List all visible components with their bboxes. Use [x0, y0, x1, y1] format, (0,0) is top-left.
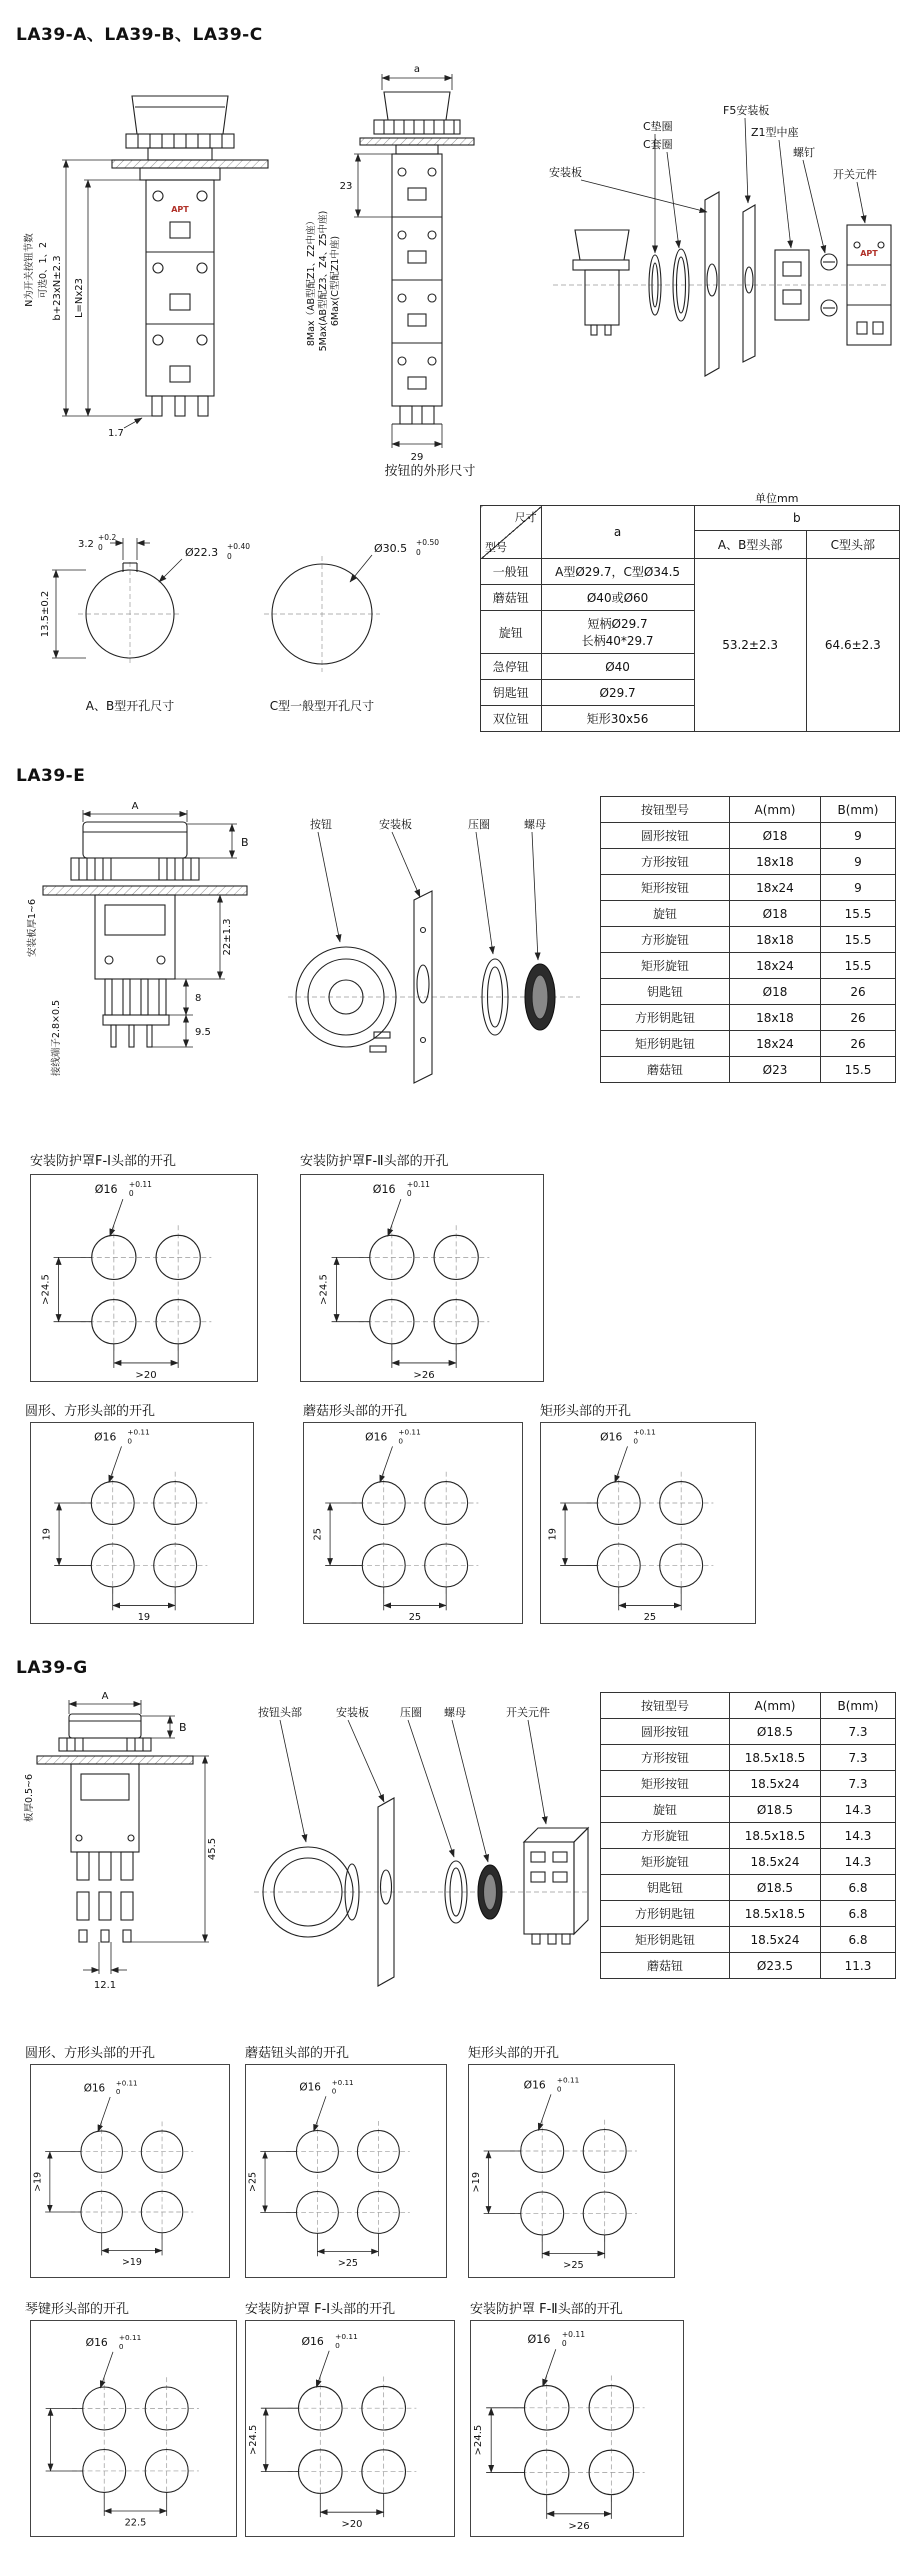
- label-pressure-ring: 压圈: [468, 818, 490, 831]
- cell-a: Ø18: [730, 901, 821, 927]
- diameter-c-label: Ø30.5: [374, 542, 408, 555]
- cell-a: Ø29.7: [541, 680, 694, 706]
- hole-diameter-label: Ø16: [523, 2078, 546, 2092]
- cell-model: 方形旋钮: [601, 927, 730, 953]
- pushbutton-side-outline: [360, 92, 474, 424]
- hole-diameter-label: Ø16: [94, 1183, 118, 1197]
- hole-tol-upper: +0.11: [556, 2075, 580, 2085]
- hole-tol-upper: +0.11: [331, 2077, 354, 2087]
- horizontal-spacing-label: >25: [563, 2260, 584, 2272]
- cell-model: 一般钮: [481, 559, 542, 585]
- table-row: [601, 875, 896, 901]
- table-row: [601, 1901, 896, 1927]
- cell-b: 15.5: [821, 927, 896, 953]
- hole-caption-f1: 安装防护罩 F-Ⅰ头部的开孔: [245, 2302, 396, 2317]
- vertical-spacing-label: >19: [32, 2171, 44, 2192]
- cell-model: 钥匙钮: [601, 1875, 730, 1901]
- dim-b-label: b+23xN±2.3: [52, 255, 63, 321]
- terminal-note: 接线端子2.8×0.5: [51, 999, 62, 1077]
- dim-a-label: a: [413, 64, 421, 75]
- dim-height-label: 45.5: [207, 1837, 218, 1861]
- la39-e-exploded-view: [282, 812, 587, 1127]
- leader-lines: [581, 118, 865, 253]
- cell-model: 双位钮: [481, 706, 542, 732]
- cell-b: 14.3: [821, 1823, 896, 1849]
- label-c-ring: C套圈: [643, 138, 673, 151]
- cell-a-line2: 长柄40*29.7: [581, 634, 654, 648]
- cell-a: 18.5x18.5: [730, 1823, 821, 1849]
- plate-thickness-note: 安装板厚1~6: [27, 898, 38, 958]
- hole-caption-f2: 安装防护罩F-Ⅱ头部的开孔: [300, 1154, 449, 1169]
- label-c-washer: C垫圈: [643, 120, 673, 133]
- cell-model: 矩形钥匙钮: [601, 1927, 730, 1953]
- header-b: b: [694, 506, 899, 531]
- cell-model: 钥匙钮: [481, 680, 542, 706]
- table-header-row: [601, 797, 896, 823]
- horizontal-spacing-label: 22.5: [124, 2517, 147, 2529]
- cell-a: Ø18.5: [730, 1719, 821, 1745]
- cell-b-c: 64.6±2.3: [806, 559, 899, 732]
- la39-g-dimension-table: [600, 1692, 896, 1979]
- header-a: a: [541, 506, 694, 559]
- label-pressure-ring: 压圈: [400, 1706, 422, 1719]
- cell-a: [541, 611, 694, 654]
- table-row: [601, 1875, 896, 1901]
- hole-tol-lower: 0: [115, 2087, 121, 2097]
- cell-a: 18.5x24: [730, 1849, 821, 1875]
- hole-diagram-e-f1: [30, 1174, 258, 1382]
- table-row: [601, 1953, 896, 1979]
- table-row: [601, 1771, 896, 1797]
- dim-block-pitch-label: 23: [339, 181, 353, 192]
- cell-a: Ø40或Ø60: [541, 585, 694, 611]
- cell-a: 矩形30x56: [541, 706, 694, 732]
- table-row: [481, 559, 900, 585]
- hole-diameter-label: Ø16: [299, 2081, 321, 2094]
- cell-b: 7.3: [821, 1719, 896, 1745]
- hole-caption-round-square: 圆形、方形头部的开孔: [25, 1404, 156, 1419]
- table-row: [601, 1005, 896, 1031]
- leader-lines: [280, 1720, 546, 1862]
- centerlines: [78, 556, 380, 672]
- hole-diagram-g-round-square: [30, 2064, 230, 2278]
- header-a: A(mm): [730, 1693, 821, 1719]
- hole-diameter-label: Ø16: [600, 1430, 623, 1444]
- cell-model: 钥匙钮: [601, 979, 730, 1005]
- cell-b: 6.8: [821, 1927, 896, 1953]
- hole-caption-mushroom: 蘑菇钮头部的开孔: [245, 2046, 350, 2061]
- cell-model: 蘑菇钮: [601, 1057, 730, 1083]
- table-row: [601, 953, 896, 979]
- table-row: [601, 1719, 896, 1745]
- dimension-lines: [83, 810, 237, 1047]
- cell-model: 圆形按钮: [601, 823, 730, 849]
- cell-b: 26: [821, 979, 896, 1005]
- leader-lines: [318, 832, 538, 960]
- cutout-c-caption: C型一般型开孔尺寸: [269, 699, 375, 713]
- cell-a: 18x18: [730, 849, 821, 875]
- label-nut: 螺母: [444, 1706, 466, 1719]
- label-nut: 螺母: [524, 818, 546, 831]
- horizontal-spacing-label: 19: [137, 1612, 151, 1624]
- hole-diameter-label: Ø16: [527, 2333, 551, 2347]
- cell-b: 14.3: [821, 1849, 896, 1875]
- hole-tol-upper: +0.11: [406, 1180, 430, 1190]
- hole-caption-rect: 矩形头部的开孔: [468, 2046, 560, 2061]
- cell-model: 方形钥匙钮: [601, 1901, 730, 1927]
- label-screw: 螺钉: [793, 146, 815, 159]
- table-row: [601, 1057, 896, 1083]
- label-mounting-plate: 安装板: [379, 818, 412, 831]
- la39-g-exploded-view: [248, 1702, 593, 2037]
- hole-diagram-e-f2: [300, 1174, 544, 1382]
- hole-diagram-g-rect: [468, 2064, 675, 2278]
- hole-diameter-label: Ø16: [85, 2336, 108, 2350]
- cell-a: Ø23: [730, 1057, 821, 1083]
- header-a: A(mm): [730, 797, 821, 823]
- dim-depth-label: 22±1.3: [222, 918, 233, 956]
- hole-tol-upper: +0.11: [118, 2333, 142, 2343]
- hole-tol-lower: 0: [335, 2340, 340, 2350]
- hole-tol-upper: +0.11: [633, 1427, 656, 1437]
- notch-tol-lower: 0: [98, 543, 103, 552]
- header-size: 尺寸: [514, 511, 537, 524]
- cell-b: 11.3: [821, 1953, 896, 1979]
- section-la39-e-title: LA39-E: [16, 766, 86, 786]
- la39-abc-front-view: [20, 60, 300, 465]
- cell-b: 9: [821, 849, 896, 875]
- hole-caption-rect: 矩形头部的开孔: [540, 1404, 632, 1419]
- vertical-spacing-label: >19: [470, 2171, 482, 2193]
- n-note-line2: 可选0、1、2: [38, 241, 49, 299]
- hole-tol-upper: +0.11: [128, 1180, 152, 1190]
- cell-a: 18.5x18.5: [730, 1901, 821, 1927]
- la39-e-dimension-table: [600, 796, 896, 1083]
- cell-a: Ø18.5: [730, 1797, 821, 1823]
- horizontal-spacing-label: >20: [135, 1369, 157, 1381]
- cell-a-line1: 短柄Ø29.7: [587, 617, 648, 631]
- notch-tol-upper: +0.2: [98, 533, 117, 542]
- header-b-ab: A、B型头部: [694, 530, 806, 558]
- cell-b: 7.3: [821, 1771, 896, 1797]
- horizontal-spacing-label: >26: [413, 1369, 435, 1381]
- cell-model: 矩形按钮: [601, 875, 730, 901]
- table-row: [601, 927, 896, 953]
- dimension-lines: [354, 74, 452, 448]
- cell-model: 蘑菇钮: [601, 1953, 730, 1979]
- hole-tol-upper: +0.11: [127, 1427, 150, 1437]
- cell-model: 旋钮: [601, 901, 730, 927]
- hole-caption-f2: 安装防护罩 F-Ⅱ头部的开孔: [470, 2302, 623, 2317]
- pushbutton-outline: [112, 96, 268, 416]
- hole-diameter-label: Ø16: [365, 1430, 388, 1444]
- stack-note-1: 8Max（AB型配Z1、Z2中座）: [306, 215, 317, 347]
- cell-b: 26: [821, 1005, 896, 1031]
- vertical-spacing-label: >24.5: [247, 2424, 259, 2456]
- hole-caption-mushroom: 蘑菇形头部的开孔: [303, 1404, 408, 1419]
- hole-diameter-label: Ø16: [83, 2082, 106, 2095]
- hole-tol-lower: 0: [127, 1436, 133, 1446]
- header-b: B(mm): [821, 1693, 896, 1719]
- table-header-row: [481, 506, 900, 531]
- hole-diagram-e-mushroom: [303, 1422, 523, 1624]
- label-button: 按钮: [310, 818, 332, 831]
- cell-model: 方形按钮: [601, 849, 730, 875]
- pushbutton-outline: [43, 822, 247, 1047]
- header-b-c: C型头部: [806, 530, 899, 558]
- label-switch-element: 开关元件: [506, 1706, 550, 1719]
- hole-tol-lower: 0: [331, 2086, 337, 2096]
- cell-a: 18.5x18.5: [730, 1745, 821, 1771]
- stack-note-3: 6Max(C型配Z1中座): [330, 235, 341, 327]
- plate-thickness-note: 板厚0.5~6: [24, 1773, 35, 1823]
- cell-a: 18.5x24: [730, 1927, 821, 1953]
- diameter-ab-label: Ø22.3: [185, 546, 219, 559]
- hole-tol-lower: 0: [561, 2339, 567, 2349]
- dim-pitch-label: 12.1: [93, 1980, 117, 1991]
- label-f5-plate: F5安装板: [723, 104, 770, 117]
- cell-b: 6.8: [821, 1901, 896, 1927]
- hole-tol-upper: +0.11: [398, 1427, 421, 1437]
- cell-model: 方形钥匙钮: [601, 1005, 730, 1031]
- cutout-outline: [86, 563, 372, 664]
- cell-a: 18x18: [730, 927, 821, 953]
- table-row: [601, 849, 896, 875]
- hole-tol-lower: 0: [633, 1436, 639, 1446]
- height-label: 13.5±0.2: [40, 590, 51, 638]
- hole-diagram-e-round-square: [30, 1422, 254, 1624]
- cell-b: 9: [821, 875, 896, 901]
- hole-tol-lower: 0: [398, 1436, 404, 1446]
- vertical-spacing-label: 19: [547, 1528, 559, 1541]
- dim-b-label: B: [241, 836, 249, 849]
- cell-b: 26: [821, 1031, 896, 1057]
- cell-model: 矩形按钮: [601, 1771, 730, 1797]
- horizontal-spacing-label: 25: [408, 1612, 422, 1624]
- cell-model: 旋钮: [601, 1797, 730, 1823]
- dim-pin2-label: 9.5: [195, 1027, 211, 1038]
- dim-a-label: A: [101, 1691, 109, 1702]
- cell-model: 蘑菇钮: [481, 585, 542, 611]
- dim-plate-thickness-label: 1.7: [108, 428, 124, 439]
- horizontal-spacing-label: >25: [337, 2257, 358, 2269]
- dim-pin1-label: 8: [195, 993, 202, 1004]
- hole-tol-upper: +0.11: [335, 2331, 358, 2341]
- cutout-ab-caption: A、B型开孔尺寸: [85, 699, 175, 713]
- hole-diagram-g-f2: [470, 2320, 684, 2537]
- cell-b: 14.3: [821, 1797, 896, 1823]
- cell-model: 矩形旋钮: [601, 1849, 730, 1875]
- table-row: [601, 1927, 896, 1953]
- hole-tol-lower: 0: [406, 1189, 412, 1199]
- hole-diameter-label: Ø16: [94, 1430, 117, 1444]
- brand-mark: APT: [171, 205, 189, 214]
- assembly-parts: [296, 891, 555, 1083]
- la39-abc-exploded-view: [545, 90, 895, 425]
- la39-g-front-view: [25, 1690, 243, 2040]
- horizontal-spacing-label: >19: [121, 2256, 142, 2268]
- cell-b: 9: [821, 823, 896, 849]
- table-row: [601, 901, 896, 927]
- table-row: [601, 1797, 896, 1823]
- table-header-row: [601, 1693, 896, 1719]
- cell-b: 15.5: [821, 901, 896, 927]
- vertical-spacing-label: 19: [41, 1528, 53, 1541]
- assembly-parts: [573, 192, 891, 376]
- unit-note: 单位mm: [755, 492, 799, 505]
- header-size-model-cell: [481, 506, 542, 559]
- diameter-ab-tol-lower: 0: [227, 552, 232, 561]
- dim-a-label: A: [131, 801, 139, 812]
- dim-b-label: B: [179, 1721, 187, 1734]
- vertical-spacing-label: >24.5: [473, 2424, 485, 2456]
- dim-l-label: L=Nx23: [74, 277, 85, 319]
- cell-a: Ø18.5: [730, 1875, 821, 1901]
- diameter-ab-tol-upper: +0.40: [227, 542, 250, 551]
- la39-abc-hole-dimensions: [22, 510, 467, 730]
- cell-a: Ø18: [730, 979, 821, 1005]
- diameter-c-tol-upper: +0.50: [416, 538, 439, 547]
- stack-note-2: 5Max(AB型配Z3、Z4、Z5中座): [318, 210, 329, 352]
- horizontal-spacing-label: >20: [341, 2519, 363, 2531]
- hole-caption-round-square: 圆形、方形头部的开孔: [25, 2046, 156, 2061]
- la39-abc-dimension-table: [480, 505, 900, 732]
- section-la39-g-title: LA39-G: [16, 1658, 88, 1678]
- cell-b: 15.5: [821, 1057, 896, 1083]
- vertical-spacing-label: 25: [312, 1528, 324, 1541]
- cell-a: Ø40: [541, 654, 694, 680]
- label-mounting-plate: 安装板: [549, 166, 582, 179]
- hole-tol-upper: +0.11: [115, 2078, 138, 2088]
- cell-model: 方形按钮: [601, 1745, 730, 1771]
- outline-dimension-caption: 按钮的外形尺寸: [384, 464, 476, 479]
- table-row: [601, 1823, 896, 1849]
- n-note-line1: N为开关按钮节数: [24, 233, 35, 307]
- hole-diagram-g-f1: [245, 2320, 455, 2537]
- label-button-head: 按钮头部: [258, 1706, 302, 1719]
- cell-a: Ø23.5: [730, 1953, 821, 1979]
- table-row: [601, 1745, 896, 1771]
- cell-model: 方形旋钮: [601, 1823, 730, 1849]
- label-z1-seat: Z1型中座: [751, 126, 799, 139]
- hole-caption-piano-key: 琴键形头部的开孔: [25, 2302, 130, 2317]
- header-b: B(mm): [821, 797, 896, 823]
- table-row: [601, 1031, 896, 1057]
- hole-diameter-label: Ø16: [372, 1183, 396, 1197]
- table-row: [601, 979, 896, 1005]
- la39-abc-side-view: [302, 56, 540, 474]
- diameter-c-tol-lower: 0: [416, 548, 421, 557]
- table-row: [601, 1849, 896, 1875]
- cell-b: 6.8: [821, 1875, 896, 1901]
- cell-a: Ø18: [730, 823, 821, 849]
- header-model: 型号: [485, 541, 507, 554]
- cell-model: 矩形旋钮: [601, 953, 730, 979]
- section-la39-abc-title: LA39-A、LA39-B、LA39-C: [16, 25, 263, 45]
- cell-b: 15.5: [821, 953, 896, 979]
- hole-tol-lower: 0: [118, 2341, 124, 2351]
- cell-a: 18x24: [730, 1031, 821, 1057]
- horizontal-spacing-label: >26: [568, 2520, 590, 2532]
- table-row: [601, 823, 896, 849]
- cell-a: 18x18: [730, 1005, 821, 1031]
- cell-b-ab: 53.2±2.3: [694, 559, 806, 732]
- vertical-spacing-label: >24.5: [318, 1274, 330, 1305]
- hole-diameter-label: Ø16: [301, 2334, 324, 2348]
- vertical-spacing-label: >25: [247, 2171, 259, 2192]
- cell-model: 矩形钥匙钮: [601, 1031, 730, 1057]
- dim-body-width-label: 29: [410, 452, 424, 463]
- pushbutton-outline: [37, 1714, 193, 1942]
- hole-tol-lower: 0: [556, 2084, 562, 2094]
- hole-caption-f1: 安装防护罩F-Ⅰ头部的开孔: [30, 1154, 177, 1169]
- hole-tol-lower: 0: [128, 1189, 134, 1199]
- header-model: 按钮型号: [601, 797, 730, 823]
- hole-diagram-e-rect: [540, 1422, 756, 1624]
- cell-a: A型Ø29.7，C型Ø34.5: [541, 559, 694, 585]
- hole-diagram-g-mushroom: [245, 2064, 447, 2278]
- vertical-spacing-label: >24.5: [40, 1274, 52, 1305]
- cell-model: 圆形按钮: [601, 1719, 730, 1745]
- label-mounting-plate: 安装板: [336, 1706, 369, 1719]
- header-model: 按钮型号: [601, 1693, 730, 1719]
- brand-mark: APT: [860, 249, 878, 258]
- hole-diagram-g-piano-key: [30, 2320, 237, 2537]
- horizontal-spacing-label: 25: [643, 1612, 657, 1624]
- cell-a: 18x24: [730, 875, 821, 901]
- cell-b: 7.3: [821, 1745, 896, 1771]
- notch-width-label: 3.2: [78, 539, 94, 550]
- cell-model: 旋钮: [481, 611, 542, 654]
- cell-a: 18.5x24: [730, 1771, 821, 1797]
- label-switch-element: 开关元件: [833, 168, 877, 181]
- hole-tol-upper: +0.11: [561, 2330, 586, 2340]
- cell-model: 急停钮: [481, 654, 542, 680]
- cell-a: 18x24: [730, 953, 821, 979]
- la39-e-front-view: [25, 798, 273, 1150]
